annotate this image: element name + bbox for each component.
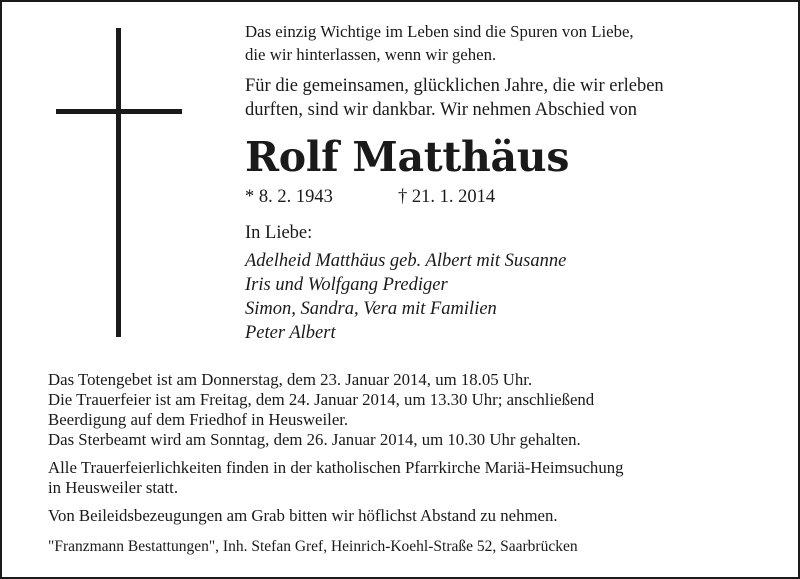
verse	[245, 20, 785, 66]
prayer-notice: Das Totengebet ist am Donnerstag, dem 23. Januar 2014, um 18.05 Uhr.	[48, 370, 533, 389]
gratitude-line-1: Für die gemeinsamen, glücklichen Jahre, die wir erleben	[245, 76, 664, 96]
mourner-entry: Iris und Wolfgang Prediger	[245, 275, 448, 295]
location-notice	[48, 458, 768, 498]
death-date: † 21. 1. 2014	[398, 187, 496, 207]
gratitude-text	[245, 74, 785, 122]
requiem-notice: Das Sterbeamt wird am Sonntag, dem 26. Januar 2014, um 10.30 Uhr gehalten.	[48, 430, 581, 449]
mourner-entry: Peter Albert	[245, 323, 336, 343]
mourners-intro: In Liebe:	[245, 223, 313, 243]
cross-icon-bar	[56, 109, 182, 114]
funeral-notice-line-2: Beerdigung auf dem Friedhof in Heusweiler.	[48, 410, 349, 429]
funeral-notice-line-1: Die Trauerfeier ist am Freitag, dem 24. Januar 2014, um 13.30 Uhr; anschließend	[48, 390, 595, 409]
obituary-header	[245, 20, 785, 345]
condolence-text: Von Beileidsbezeugungen am Grab bitten wir höflichst Abstand zu nehmen.	[48, 506, 558, 525]
location-line-2: in Heusweiler statt.	[48, 478, 179, 497]
verse-line-1: Das einzig Wichtige im Leben sind die Spuren von Liebe,	[245, 22, 634, 41]
birth-date: * 8. 2. 1943	[245, 187, 333, 207]
gratitude-line-2: durften, sind wir dankbar. Wir nehmen Abschied von	[245, 100, 637, 120]
life-dates	[245, 185, 785, 209]
mourner-entry: Adelheid Matthäus geb. Albert mit Susanne	[245, 251, 567, 271]
location-line-1: Alle Trauerfeierlichkeiten finden in der katholischen Pfarrkirche Mariä-Heimsuchung	[48, 458, 624, 477]
mourners-list	[245, 249, 785, 345]
verse-line-2: die wir hinterlassen, wenn wir gehen.	[245, 45, 497, 64]
mourner-entry: Simon, Sandra, Vera mit Familien	[245, 299, 497, 319]
cross-icon	[116, 28, 121, 337]
deceased-name: Rolf Matthäus	[245, 133, 570, 181]
undertaker-info: "Franzmann Bestattungen", Inh. Stefan Gref, Heinrich-Koehl-Straße 52, Saarbrücken	[48, 538, 578, 555]
service-details	[48, 370, 768, 557]
condolence-notice	[48, 506, 768, 526]
